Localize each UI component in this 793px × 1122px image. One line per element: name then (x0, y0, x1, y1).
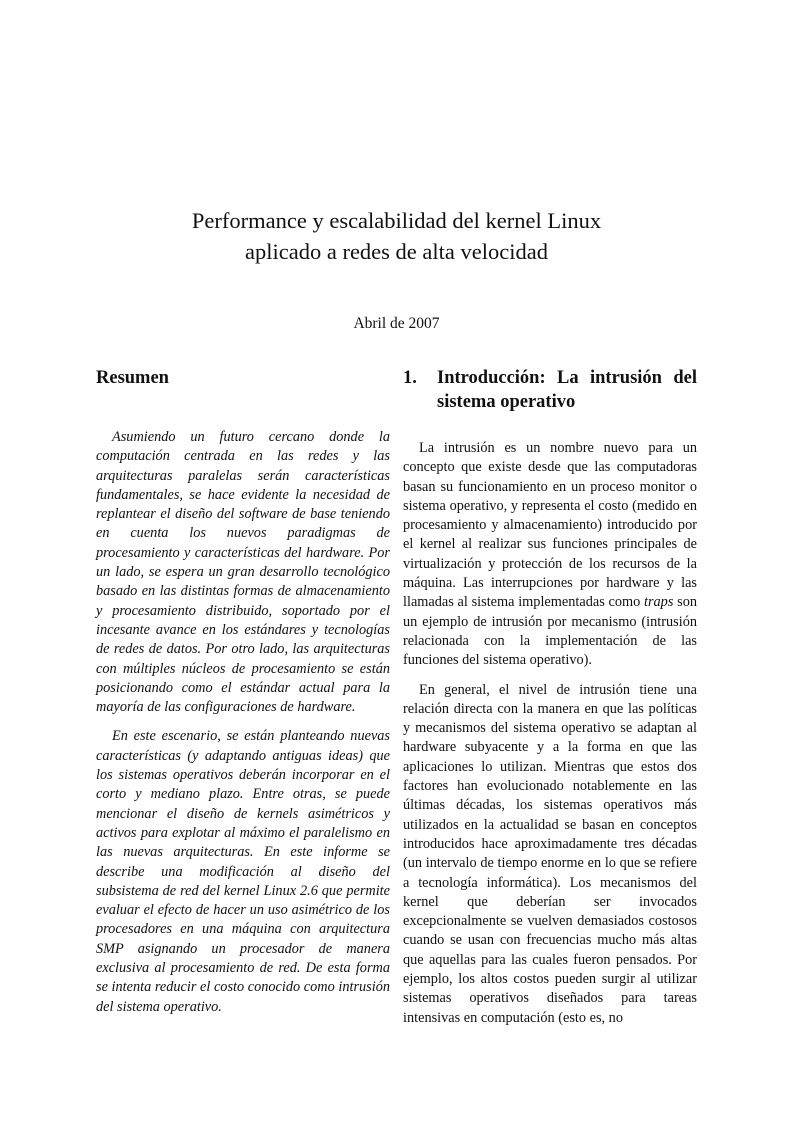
intro-paragraph-1 (403, 439, 697, 671)
abstract-heading: Resumen (96, 368, 169, 388)
introduction-column (403, 366, 697, 1028)
section-1-number: 1. (403, 368, 417, 388)
intro-paragraph-2: En general, el nivel de intrusión tiene una relación directa con la manera en que las políticas y mecanismos del sistema operativo se adaptan al hardware subyacente y a la forma en que las aplicaciones lo utilizan. Mientras que estos dos factores han evolucionado notablemente en las últimas décadas, los sistemas operativos más utilizados en la actualidad se basan en conceptos introducidos hace aproximadamente tres décadas (un intervalo de tiempo enorme en lo que se refiere a tecnología informática). Los mecanismos del kernel que deberían ser invocados excepcionalmente se vuelven demasiados costosos cuando se usan con frecuencias mucho más altas que aquellas para las cuales fueron pensados. Por ejemplo, los altos costos pueden surgir al utilizar sistemas operativos diseñados para tareas intensivas en computación (esto es, no (403, 681, 697, 1026)
intro-paragraph-1-text-b: son un ejemplo de intrusión por mecanismo (intrusión relacionada con la implementación de las funciones del sistema operativo). (403, 594, 698, 669)
section-1-title: Introducción: La intrusión del sistema operativo (437, 368, 697, 412)
abstract-column (96, 366, 390, 1017)
title-line-2: aplicado a redes de alta velocidad (245, 239, 548, 264)
title-line-1: Performance y escalabilidad del kernel Linux (191, 208, 602, 233)
paper-title (96, 205, 697, 267)
paper-date: Abril de 2007 (353, 315, 440, 332)
abstract-paragraph-1: Asumiendo un futuro cercano donde la computación centrada en las redes y las arquitecturas paralelas serán características fundamentales, se hace evidente la necesidad de replantear el diseño del software de base teniendo en cuenta los nuevos paradigmas de procesamiento y características del hardware. Por un lado, se espera un gran desarrollo tecnológico basado en las distintas formas de almacenamiento y procesamiento distribuido, soportado por el incesante avance en los estándares y tecnologías de redes de datos. Por otro lado, las arquitecturas con múltiples núcleos de procesamiento se están posicionando como el estándar actual para la mayoría de las configuraciones de hardware. (96, 429, 390, 716)
abstract-paragraph-2: En este escenario, se están planteando nuevas características (y adaptando antiguas ideas) que los sistemas operativos deberán incorporar en el corto y mediano plazo. Entre otras, se puede mencionar el diseño de kernels asimétricos y activos para explotar al máximo el paralelismo en las nuevas arquitecturas. En este informe se describe una modificación al diseño del subsistema de red del kernel Linux 2.6 que permite evaluar el efecto de hacer un uso asimétrico de los procesadores en una máquina con arquitectura SMP asignando un procesador de manera exclusiva al procesamiento de red. De esta forma se intenta reducir el costo conocido como intrusión del sistema operativo. (96, 728, 390, 1015)
intro-paragraph-1-text-a: La intrusión es un nombre nuevo para un concepto que existe desde que las computadoras basan su funcionamiento en un proceso monitor o sistema operativo, y representa el costo (medido en procesamiento y almacenamiento) introducido por el kernel al realizar sus funciones principales de virtualización y protección de los recursos de la máquina. Las interrupciones por hardware y las llamadas al sistema implementadas como (403, 440, 697, 611)
intro-paragraph-1-emphasis: traps (644, 594, 674, 611)
section-1-heading (403, 366, 697, 414)
